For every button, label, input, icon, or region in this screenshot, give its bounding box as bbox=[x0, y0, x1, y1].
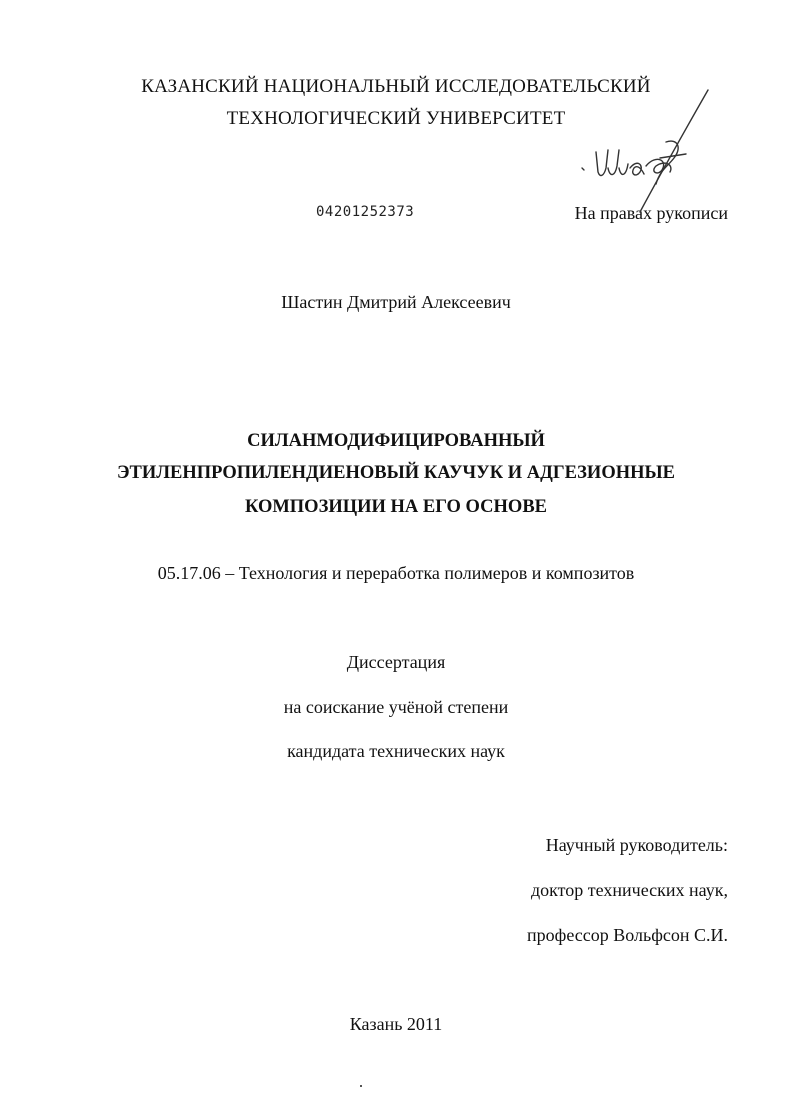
supervisor-name: профессор Вольфсон С.И. bbox=[527, 925, 728, 945]
dissertation-title-line3: КОМПОЗИЦИИ НА ЕГО ОСНОВЕ bbox=[244, 497, 547, 517]
author-name: Шастин Дмитрий Алексеевич bbox=[281, 292, 511, 312]
supervisor-label: Научный руководитель: bbox=[545, 835, 728, 855]
supervisor-degree: доктор технических наук, bbox=[531, 880, 728, 900]
document-type: Диссертация bbox=[346, 652, 446, 672]
handwritten-signature bbox=[578, 80, 718, 230]
specialty-code: 05.17.06 – Технология и переработка полимеров и композитов bbox=[157, 563, 635, 583]
degree-purpose: на соискание учёной степени bbox=[283, 697, 509, 717]
dissertation-title-line2: ЭТИЛЕНПРОПИЛЕНДИЕНОВЫЙ КАУЧУК И АДГЕЗИОННЫЕ bbox=[117, 463, 675, 483]
scan-speck bbox=[360, 1085, 362, 1087]
university-name-line1: КАЗАНСКИЙ НАЦИОНАЛЬНЫЙ ИССЛЕДОВАТЕЛЬСКИЙ bbox=[141, 76, 651, 97]
place-and-year: Казань 2011 bbox=[349, 1014, 443, 1034]
registration-number: 04201252373 bbox=[316, 204, 415, 220]
degree-level: кандидата технических наук bbox=[287, 741, 505, 761]
manuscript-note: На правах рукописи bbox=[574, 203, 728, 223]
university-name-line2: ТЕХНОЛОГИЧЕСКИЙ УНИВЕРСИТЕТ bbox=[226, 108, 566, 129]
dissertation-title-line1: СИЛАНМОДИФИЦИРОВАННЫЙ bbox=[247, 431, 545, 451]
